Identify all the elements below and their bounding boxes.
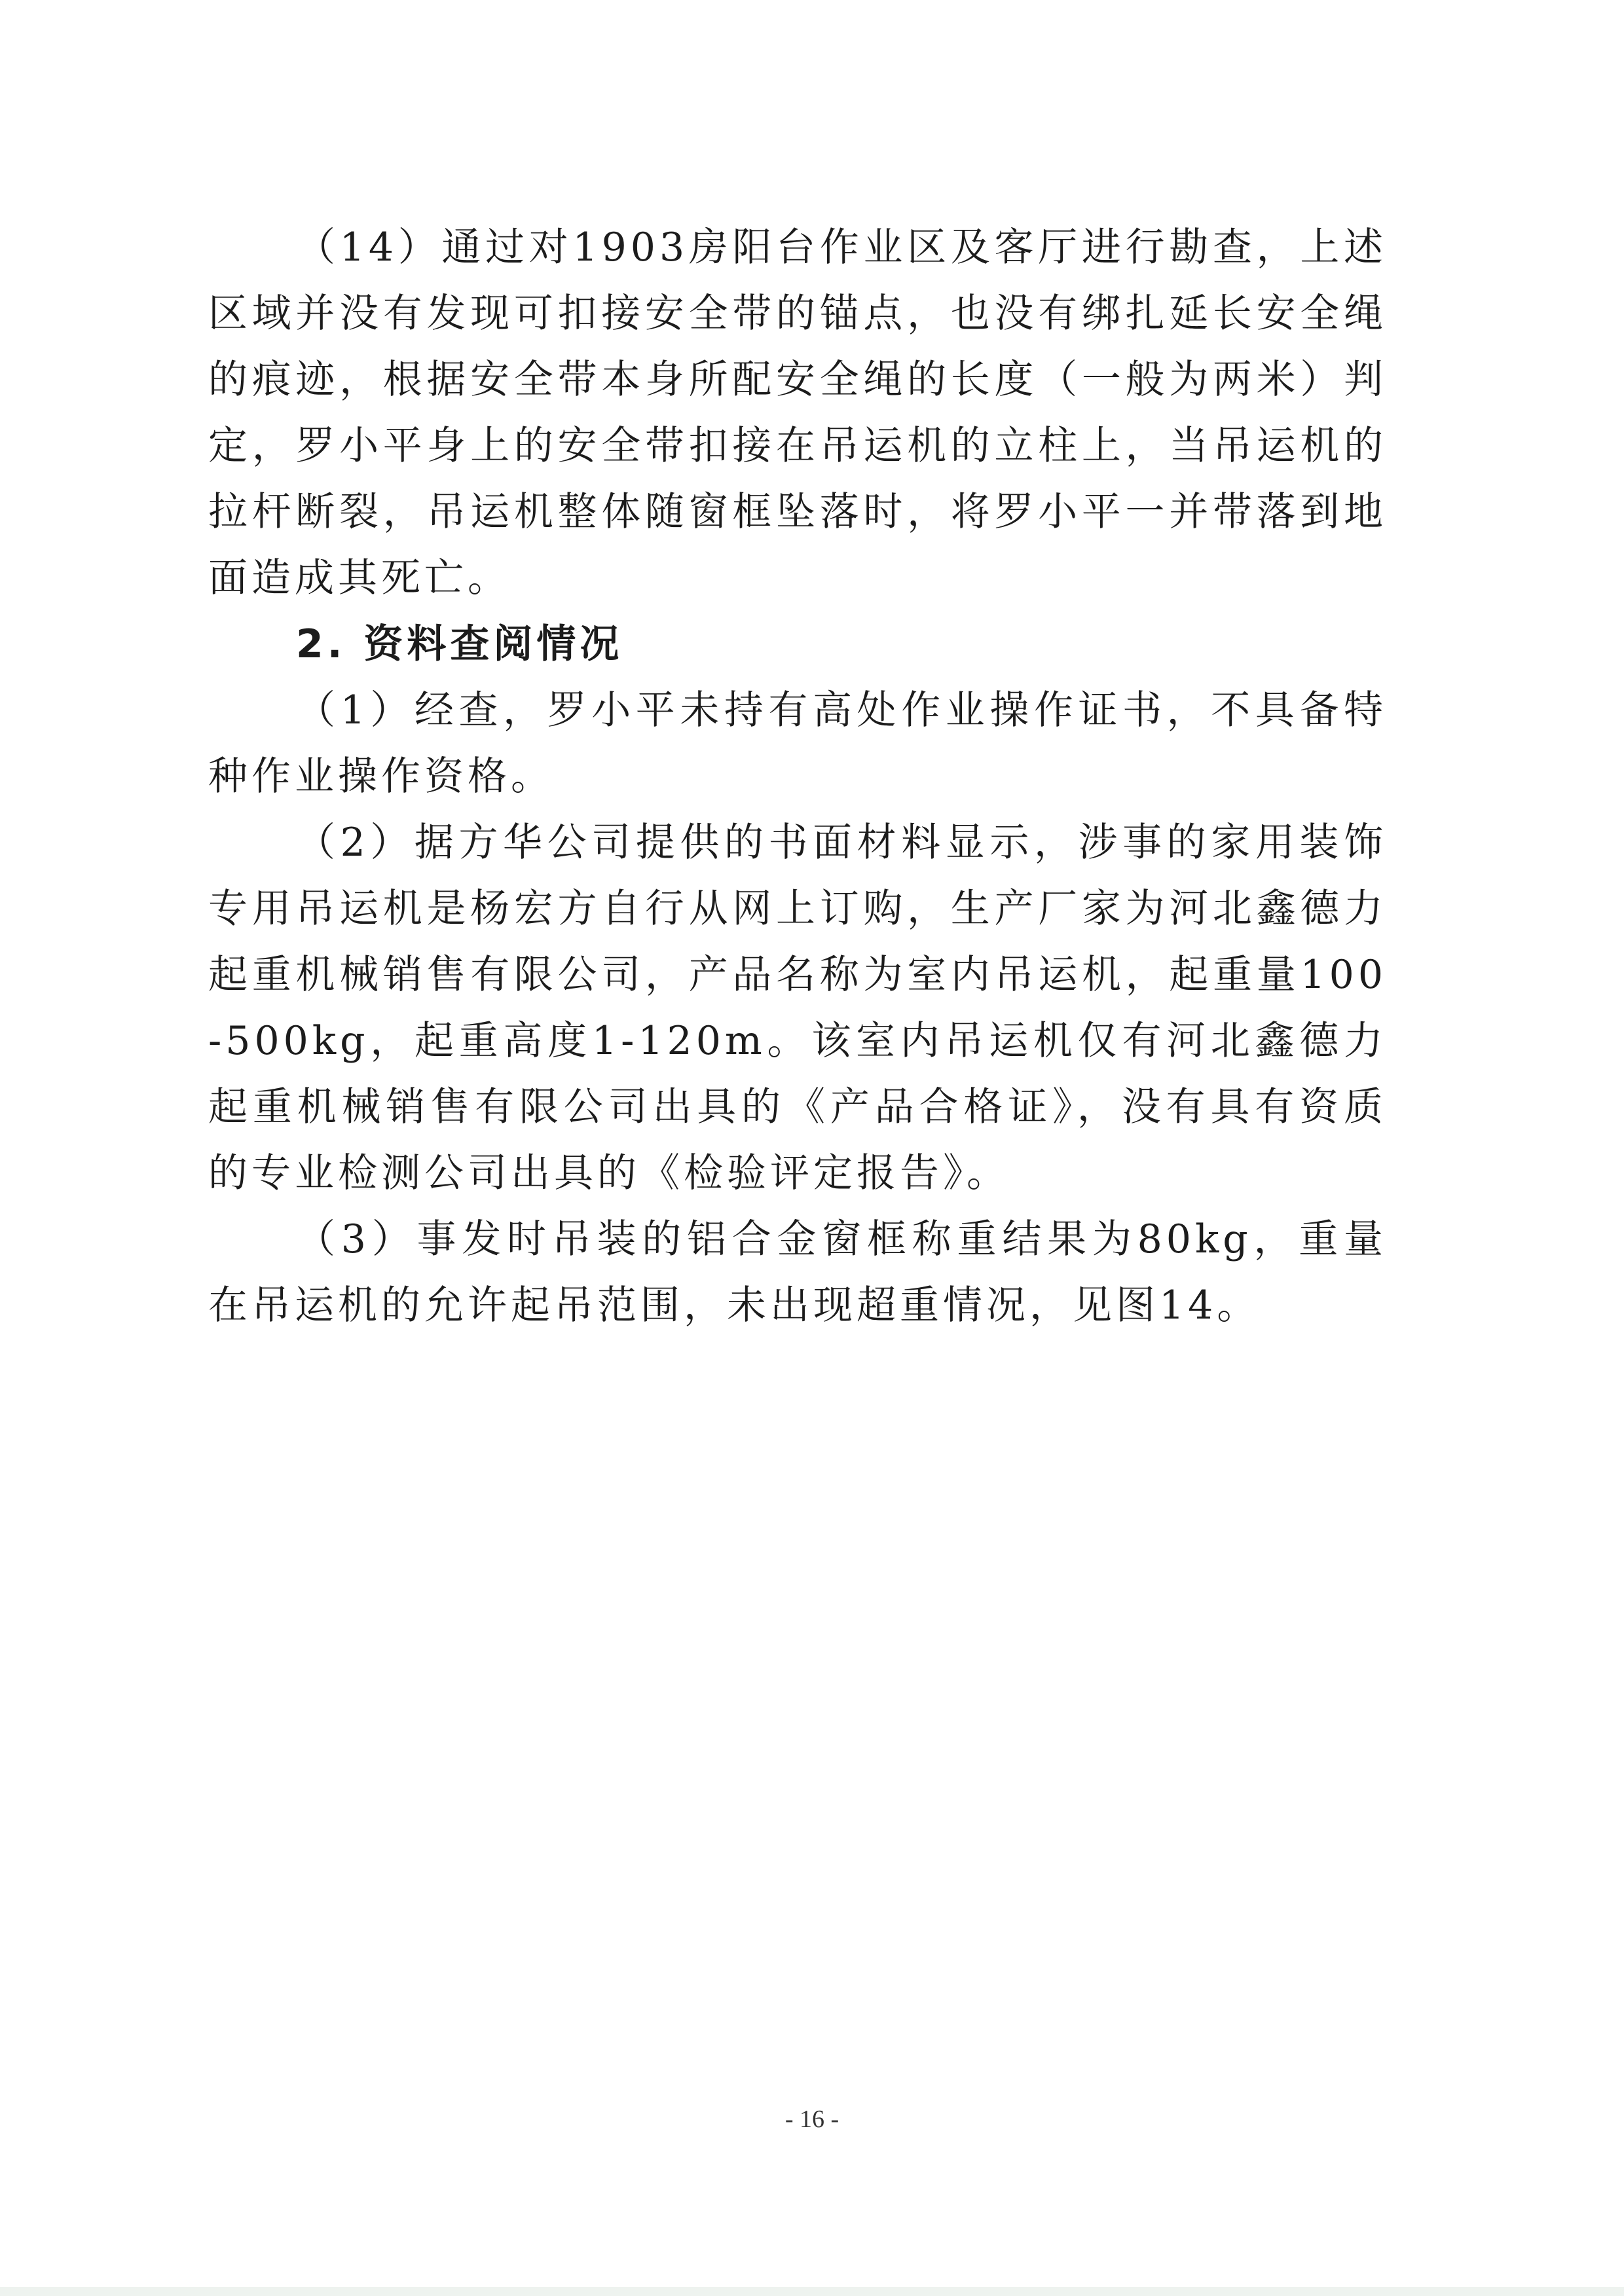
- scan-bottom-edge: [0, 2287, 1624, 2296]
- section-heading-2: 2. 资料查阅情况: [296, 621, 623, 667]
- page-number: - 16 -: [784, 2105, 840, 2133]
- body-text: [208, 215, 1387, 1339]
- paragraph-1: （1）经查，罗小平未持有高处作业操作证书，不具备特种作业操作资格。: [208, 687, 1387, 799]
- paragraph-14: （14）通过对1903房阳台作业区及客厅进行勘查，上述区域并没有发现可扣接安全带的锚点，也没有绑扎延长安全绳的痕迹，根据安全带本身所配安全绳的长度（一般为两米）判定，罗小平身上的安全带扣接在吊运机的立柱上，当吊运机的拉杆断裂，吊运机整体随窗框坠落时，将罗小平一并带落到地面造成其死亡。: [208, 225, 1387, 601]
- paragraph-2: （2）据方华公司提供的书面材料显示，涉事的家用装饰专用吊运机是杨宏方自行从网上订购，生产厂家为河北鑫德力起重机械销售有限公司，产品名称为室内吊运机，起重量100-500kg，起重高度1-120m。该室内吊运机仅有河北鑫德力起重机械销售有限公司出具的《产品合格证》，没有具有资质的专业检测公司出具的《检验评定报告》。: [208, 820, 1387, 1196]
- paragraph-3: （3）事发时吊装的铝合金窗框称重结果为80kg，重量在吊运机的允许起吊范围，未出现超重情况，见图14。: [208, 1216, 1387, 1328]
